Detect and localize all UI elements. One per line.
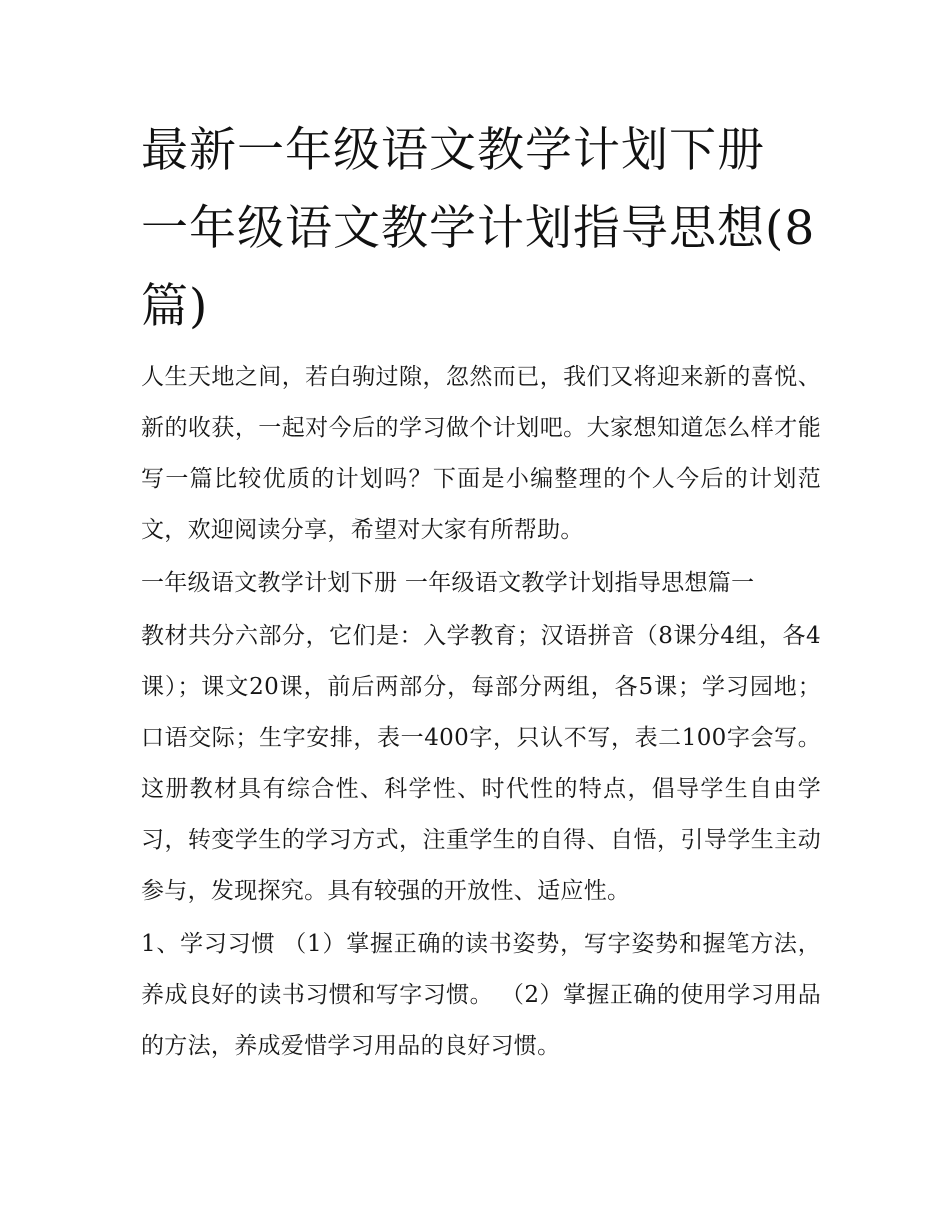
textbook-paragraph: 教材共分六部分，它们是：入学教育；汉语拼音（8课分4组，各4课）；课文20课，前后两部分，每部分两组，各5课；学习园地；口语交际；生字安排，表一400字，只认不写，表二100字会写。这册教材具有综合性、科学性、时代性的特点，倡导学生自由学习，转变学生的学习方式，注重学生的自得、自悟，引导学生主动参与，发现探究。具有较强的开放性、适应性。 bbox=[141, 623, 821, 904]
document-title: 最新一年级语文教学计划下册 一年级语文教学计划指导思想(8篇) bbox=[141, 123, 816, 334]
document-body bbox=[141, 112, 821, 1074]
section-heading: 一年级语文教学计划下册 一年级语文教学计划指导思想篇一 bbox=[141, 570, 755, 596]
intro-paragraph: 人生天地之间，若白驹过隙，忽然而已，我们又将迎来新的喜悦、新的收获，一起对今后的学习做个计划吧。大家想知道怎么样才能写一篇比较优质的计划吗？下面是小编整理的个人今后的计划范文，欢迎阅读分享，希望对大家有所帮助。 bbox=[141, 364, 821, 543]
study-habits-paragraph: 1、学习习惯 （1）掌握正确的读书姿势，写字姿势和握笔方法，养成良好的读书习惯和写字习惯。 （2）掌握正确的使用学习用品的方法，养成爱惜学习用品的良好习惯。 bbox=[141, 931, 821, 1059]
